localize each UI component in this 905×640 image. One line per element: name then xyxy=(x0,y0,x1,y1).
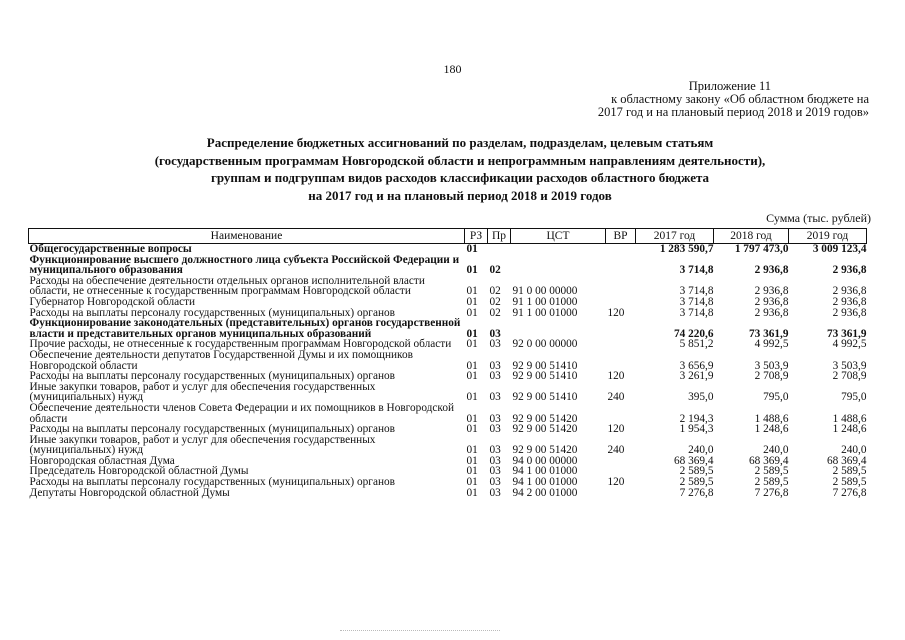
table-header-row xyxy=(29,229,867,244)
header-rz: РЗ xyxy=(465,229,488,244)
table-body xyxy=(29,244,867,499)
cell-y2018: 1 488,6 xyxy=(754,412,789,425)
cell-y2019: 2 589,5 xyxy=(832,465,867,478)
appendix-line-3: 2017 год и на плановый период 2018 и 2019 годов» xyxy=(597,105,869,119)
cell-name: Прочие расходы, не отнесенные к государственным программам Новгородской области xyxy=(29,338,452,351)
table-row xyxy=(29,488,867,499)
cell-rz: 01 xyxy=(466,423,478,436)
cell-name: Обеспечение деятельности членов Совета Федерации и их помощников в Новгородской области xyxy=(29,401,455,425)
cell-y2017: 3 656,9 xyxy=(679,359,714,372)
table-row xyxy=(29,297,867,308)
cell-cst: 92 0 00 00000 xyxy=(512,338,578,351)
cell-pr: 02 xyxy=(489,264,501,277)
cell-name: Функционирование законодательных (представительных) органов государственной власти и представительных органов муниципальных образований xyxy=(29,317,461,340)
cell-vr xyxy=(606,297,636,308)
cell-pr: 03 xyxy=(489,476,501,489)
cell-cst: 92 9 00 51420 xyxy=(512,444,578,457)
title-line-4: на 2017 год и на плановый период 2018 и 2019 годов xyxy=(308,187,612,203)
bottom-scan-mark xyxy=(340,630,500,633)
cell-y2018: 2 589,5 xyxy=(754,476,789,489)
cell-y2019: 2 936,8 xyxy=(832,295,867,308)
title-line-2: (государственным программам Новгородской области и непрограммным направлениям деятельности), xyxy=(154,152,766,168)
page-number: 180 xyxy=(443,62,462,76)
cell-name: Расходы на выплаты персоналу государственных (муниципальных) органов xyxy=(29,423,395,436)
cell-y2017: 1 954,3 xyxy=(679,423,714,436)
cell-pr: 03 xyxy=(489,444,501,457)
cell-y2017: 3 261,9 xyxy=(679,370,714,383)
cell-name: Функционирование высшего должностного лица субъекта Российской Федерации и муниципального образования xyxy=(29,253,460,277)
cell-vr xyxy=(606,488,636,499)
cell-y2019: 4 992,5 xyxy=(832,338,867,351)
cell-rz: 01 xyxy=(466,264,478,277)
cell-rz: 01 xyxy=(466,391,478,404)
cell-pr: 03 xyxy=(489,327,501,340)
cell-y2017: 7 276,8 xyxy=(679,486,714,499)
cell-cst: 91 0 00 00000 xyxy=(512,285,578,298)
cell-y2017: 68 369,4 xyxy=(673,454,714,467)
cell-y2017: 2 589,5 xyxy=(679,476,714,489)
appendix-header xyxy=(509,80,869,119)
cell-cst: 92 9 00 51410 xyxy=(512,359,578,372)
cell-y2018: 1 248,6 xyxy=(754,423,789,436)
cell-y2018: 4 992,5 xyxy=(754,338,789,351)
cell-pr: 03 xyxy=(489,391,501,404)
cell-name: Расходы на выплаты персоналу государственных (муниципальных) органов xyxy=(29,306,395,319)
cell-cst: 92 9 00 51410 xyxy=(512,391,578,404)
header-2019: 2019 год xyxy=(789,229,867,244)
cell-cst xyxy=(511,318,606,339)
cell-vr xyxy=(606,276,636,297)
cell-rz: 01 xyxy=(466,327,478,340)
cell-y2019: 795,0 xyxy=(841,391,867,404)
cell-pr: 02 xyxy=(489,285,501,298)
table-row xyxy=(29,382,867,403)
cell-pr: 03 xyxy=(489,412,501,425)
cell-vr xyxy=(606,403,636,424)
cell-vr: 120 xyxy=(607,306,625,319)
cell-rz: 01 xyxy=(466,338,478,351)
table-row xyxy=(29,244,867,255)
cell-rz: 01 xyxy=(466,295,478,308)
table-row xyxy=(29,276,867,297)
cell-rz: 01 xyxy=(466,306,478,319)
cell-y2019: 2 708,9 xyxy=(832,370,867,383)
cell-rz: 01 xyxy=(466,454,478,467)
cell-y2018: 2 589,5 xyxy=(754,465,789,478)
cell-rz: 01 xyxy=(466,285,478,298)
header-2018: 2018 год xyxy=(714,229,789,244)
cell-cst: 94 1 00 01000 xyxy=(512,476,578,489)
cell-y2019: 2 936,8 xyxy=(832,306,867,319)
cell-name: Обеспечение деятельности депутатов Государственной Думы и их помощников Новгородской области xyxy=(29,348,413,372)
cell-rz: 01 xyxy=(466,243,478,255)
table-row xyxy=(29,350,867,371)
cell-pr: 03 xyxy=(489,486,501,499)
title-line-3: группам и подгруппам видов расходов классификации расходов областного бюджета xyxy=(210,170,710,185)
cell-cst: 94 1 00 01000 xyxy=(512,465,578,478)
cell-cst: 91 1 00 01000 xyxy=(512,306,578,319)
cell-name: Расходы на выплаты персоналу государственных (муниципальных) органов xyxy=(29,370,395,383)
cell-rz: 01 xyxy=(466,412,478,425)
cell-name: Расходы на обеспечение деятельности отдельных органов исполнительной власти области, не отнесенные к государственным программам Новгородской области xyxy=(29,274,425,298)
header-pr: Пр xyxy=(488,229,511,244)
cell-y2018: 2 936,8 xyxy=(754,264,789,277)
table-row xyxy=(29,318,867,339)
header-name: Наименование xyxy=(29,229,465,244)
cell-pr: 03 xyxy=(489,338,501,351)
cell-y2017: 395,0 xyxy=(688,391,714,404)
cell-cst xyxy=(511,255,606,276)
cell-vr xyxy=(606,318,636,339)
header-2017: 2017 год xyxy=(636,229,714,244)
cell-rz: 01 xyxy=(466,476,478,489)
table-row xyxy=(29,403,867,424)
cell-vr: 120 xyxy=(607,476,625,489)
header-cst: ЦСТ xyxy=(511,229,606,244)
cell-y2018: 2 936,8 xyxy=(754,285,789,298)
cell-name: Иные закупки товаров, работ и услуг для обеспечения государственных (муниципальных) нужд xyxy=(29,433,376,457)
cell-name: Иные закупки товаров, работ и услуг для обеспечения государственных (муниципальных) нужд xyxy=(29,380,376,404)
cell-pr: 02 xyxy=(489,295,501,308)
units-note: Сумма (тыс. рублей) xyxy=(766,211,871,225)
cell-y2019: 1 488,6 xyxy=(832,412,867,425)
cell-vr xyxy=(606,244,636,255)
cell-y2019: 7 276,8 xyxy=(832,486,867,499)
cell-y2017: 5 851,2 xyxy=(679,338,714,351)
cell-vr: 240 xyxy=(607,444,625,457)
appendix-line-1: Приложение 11 xyxy=(688,79,771,93)
cell-rz: 01 xyxy=(466,444,478,457)
cell-y2019: 240,0 xyxy=(841,444,867,457)
header-vr: ВР xyxy=(606,229,636,244)
cell-y2017: 74 220,6 xyxy=(673,327,714,340)
cell-y2018: 2 936,8 xyxy=(754,306,789,319)
cell-y2017: 1 283 590,7 xyxy=(659,243,714,255)
cell-y2019: 73 361,9 xyxy=(826,327,867,340)
table-row xyxy=(29,255,867,276)
cell-vr: 120 xyxy=(607,370,625,383)
budget-table xyxy=(28,228,867,498)
cell-y2018: 7 276,8 xyxy=(754,486,789,499)
cell-y2018: 2 936,8 xyxy=(754,295,789,308)
cell-cst: 92 9 00 51420 xyxy=(512,423,578,436)
cell-y2019: 3 503,9 xyxy=(832,359,867,372)
cell-y2018: 68 369,4 xyxy=(748,454,789,467)
cell-pr: 03 xyxy=(489,359,501,372)
title-line-1: Распределение бюджетных ассигнований по разделам, подразделам, целевым статьям xyxy=(206,135,714,150)
cell-name: Депутаты Новгородской областной Думы xyxy=(29,486,230,499)
cell-y2017: 3 714,8 xyxy=(679,295,714,308)
cell-y2017: 3 714,8 xyxy=(679,285,714,298)
cell-vr xyxy=(606,339,636,350)
cell-cst: 91 1 00 01000 xyxy=(512,295,578,308)
cell-vr xyxy=(606,456,636,467)
cell-y2017: 2 589,5 xyxy=(679,465,714,478)
cell-rz: 01 xyxy=(466,486,478,499)
cell-pr: 03 xyxy=(489,465,501,478)
cell-y2018: 240,0 xyxy=(763,444,789,457)
cell-y2017: 3 714,8 xyxy=(679,264,714,277)
cell-y2019: 3 009 123,4 xyxy=(812,243,867,255)
cell-y2017: 3 714,8 xyxy=(679,306,714,319)
cell-pr: 02 xyxy=(489,306,501,319)
cell-cst: 92 9 00 51410 xyxy=(512,370,578,383)
cell-pr: 03 xyxy=(489,454,501,467)
cell-cst: 94 2 00 01000 xyxy=(512,486,578,499)
cell-vr xyxy=(606,350,636,371)
cell-rz: 01 xyxy=(466,465,478,478)
cell-name: Расходы на выплаты персоналу государственных (муниципальных) органов xyxy=(29,476,395,489)
document-title xyxy=(60,134,860,204)
cell-name: Губернатор Новгородской области xyxy=(29,295,196,308)
cell-pr: 03 xyxy=(489,370,501,383)
cell-y2019: 2 589,5 xyxy=(832,476,867,489)
cell-y2019: 2 936,8 xyxy=(832,285,867,298)
cell-cst: 94 0 00 00000 xyxy=(512,454,578,467)
cell-cst xyxy=(511,244,606,255)
cell-pr: 03 xyxy=(489,423,501,436)
cell-pr xyxy=(488,244,511,255)
cell-vr: 240 xyxy=(607,391,625,404)
cell-vr xyxy=(606,255,636,276)
cell-y2018: 2 708,9 xyxy=(754,370,789,383)
cell-y2018: 3 503,9 xyxy=(754,359,789,372)
cell-y2018: 795,0 xyxy=(763,391,789,404)
cell-name: Председатель Новгородской областной Думы xyxy=(29,465,249,478)
cell-rz: 01 xyxy=(466,370,478,383)
cell-y2017: 2 194,3 xyxy=(679,412,714,425)
table-row xyxy=(29,435,867,456)
cell-cst: 92 9 00 51420 xyxy=(512,412,578,425)
cell-y2018: 1 797 473,0 xyxy=(734,243,789,255)
cell-vr: 120 xyxy=(607,423,625,436)
cell-name: Новгородская областная Дума xyxy=(29,454,175,467)
cell-y2019: 1 248,6 xyxy=(832,423,867,436)
cell-y2019: 2 936,8 xyxy=(832,264,867,277)
cell-y2017: 240,0 xyxy=(688,444,714,457)
cell-y2019: 68 369,4 xyxy=(826,454,867,467)
cell-name: Общегосударственные вопросы xyxy=(29,243,192,255)
cell-rz: 01 xyxy=(466,359,478,372)
cell-y2018: 73 361,9 xyxy=(748,327,789,340)
appendix-line-2: к областному закону «Об областном бюджете на xyxy=(611,92,869,106)
